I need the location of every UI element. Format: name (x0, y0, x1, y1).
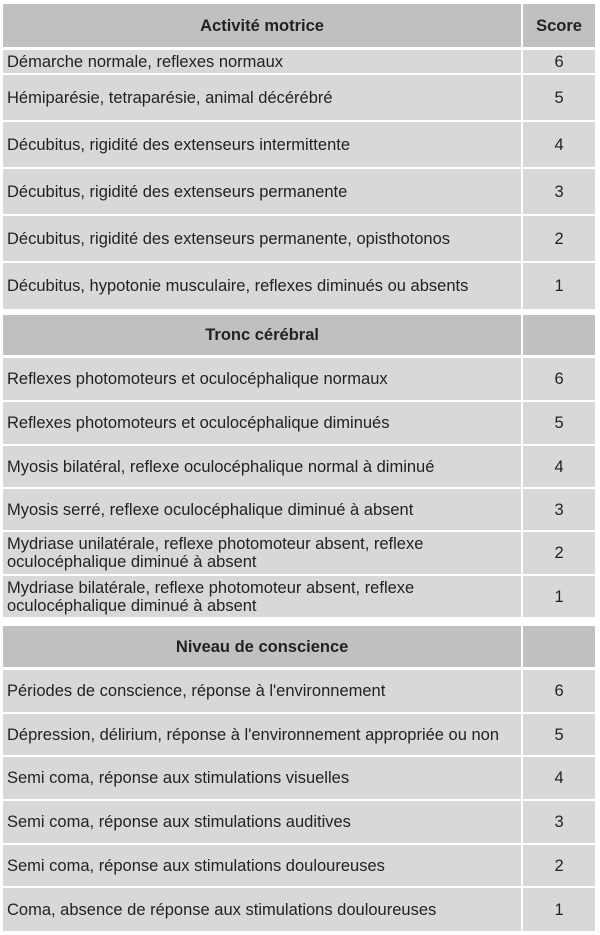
row-label: Semi coma, réponse aux stimulations douloureuses (3, 845, 523, 888)
row-score: 4 (523, 446, 595, 489)
row-score: 1 (523, 888, 595, 933)
row-label: Myosis serré, reflexe oculocéphalique diminué à absent (3, 489, 523, 532)
table-row (3, 75, 595, 122)
row-label: Décubitus, rigidité des extenseurs permanente (3, 169, 523, 216)
table-row (3, 532, 595, 576)
table-row (3, 757, 595, 801)
row-score: 2 (523, 216, 595, 263)
row-label: Coma, absence de réponse aux stimulations douloureuses (3, 888, 523, 933)
row-score: 5 (523, 402, 595, 446)
row-score: 2 (523, 845, 595, 888)
row-label: Périodes de conscience, réponse à l'environnement (3, 670, 523, 714)
row-label: Semi coma, réponse aux stimulations visuelles (3, 757, 523, 801)
row-score: 4 (523, 122, 595, 169)
table-row (3, 358, 595, 402)
row-label: Dépression, délirium, réponse à l'environnement appropriée ou non (3, 714, 523, 757)
table-row (3, 489, 595, 532)
section-header: Tronc cérébral (3, 315, 523, 358)
table-row (3, 670, 595, 714)
row-score: 3 (523, 489, 595, 532)
row-score: 6 (523, 670, 595, 714)
table-row (3, 845, 595, 888)
section-header: Activité motrice (3, 4, 523, 50)
row-score: 3 (523, 801, 595, 845)
score-header: Score (523, 4, 595, 50)
row-label: Démarche normale, reflexes normaux (3, 50, 523, 75)
table-row (3, 122, 595, 169)
section-header-row (3, 315, 595, 358)
row-label: Décubitus, hypotonie musculaire, reflexes diminués ou absents (3, 263, 523, 311)
row-label: Myosis bilatéral, reflexe oculocéphalique normal à diminué (3, 446, 523, 489)
row-label: Semi coma, réponse aux stimulations auditives (3, 801, 523, 845)
table-row (3, 714, 595, 757)
section-header-row (3, 4, 595, 50)
table-row (3, 446, 595, 489)
row-score: 6 (523, 358, 595, 402)
row-label: Reflexes photomoteurs et oculocéphalique normaux (3, 358, 523, 402)
table-row (3, 50, 595, 75)
row-score: 5 (523, 714, 595, 757)
row-score: 3 (523, 169, 595, 216)
table-row (3, 216, 595, 263)
row-score: 4 (523, 757, 595, 801)
row-score: 6 (523, 50, 595, 75)
table-row (3, 263, 595, 311)
section-header: Niveau de conscience (3, 626, 523, 670)
row-score: 1 (523, 263, 595, 311)
row-label: Décubitus, rigidité des extenseurs permanente, opisthotonos (3, 216, 523, 263)
score-header (523, 626, 595, 670)
table-row (3, 888, 595, 933)
section-activite-motrice (3, 4, 595, 311)
table-row (3, 402, 595, 446)
table-row (3, 169, 595, 216)
table-row (3, 801, 595, 845)
section-niveau-de-conscience (3, 626, 595, 933)
section-header-row (3, 626, 595, 670)
section-tronc-cerebral (3, 315, 595, 619)
row-score: 5 (523, 75, 595, 122)
row-label: Décubitus, rigidité des extenseurs intermittente (3, 122, 523, 169)
row-label: Reflexes photomoteurs et oculocéphalique diminués (3, 402, 523, 446)
score-header (523, 315, 595, 358)
table-row (3, 576, 595, 619)
row-score: 2 (523, 532, 595, 576)
row-label: Mydriase unilatérale, reflexe photomoteur absent, reflexe oculocéphalique diminué à absent (3, 532, 523, 576)
row-label: Hémiparésie, tetraparésie, animal décérébré (3, 75, 523, 122)
row-score: 1 (523, 576, 595, 619)
row-label: Mydriase bilatérale, reflexe photomoteur absent, reflexe oculocéphalique diminué à absent (3, 576, 523, 619)
